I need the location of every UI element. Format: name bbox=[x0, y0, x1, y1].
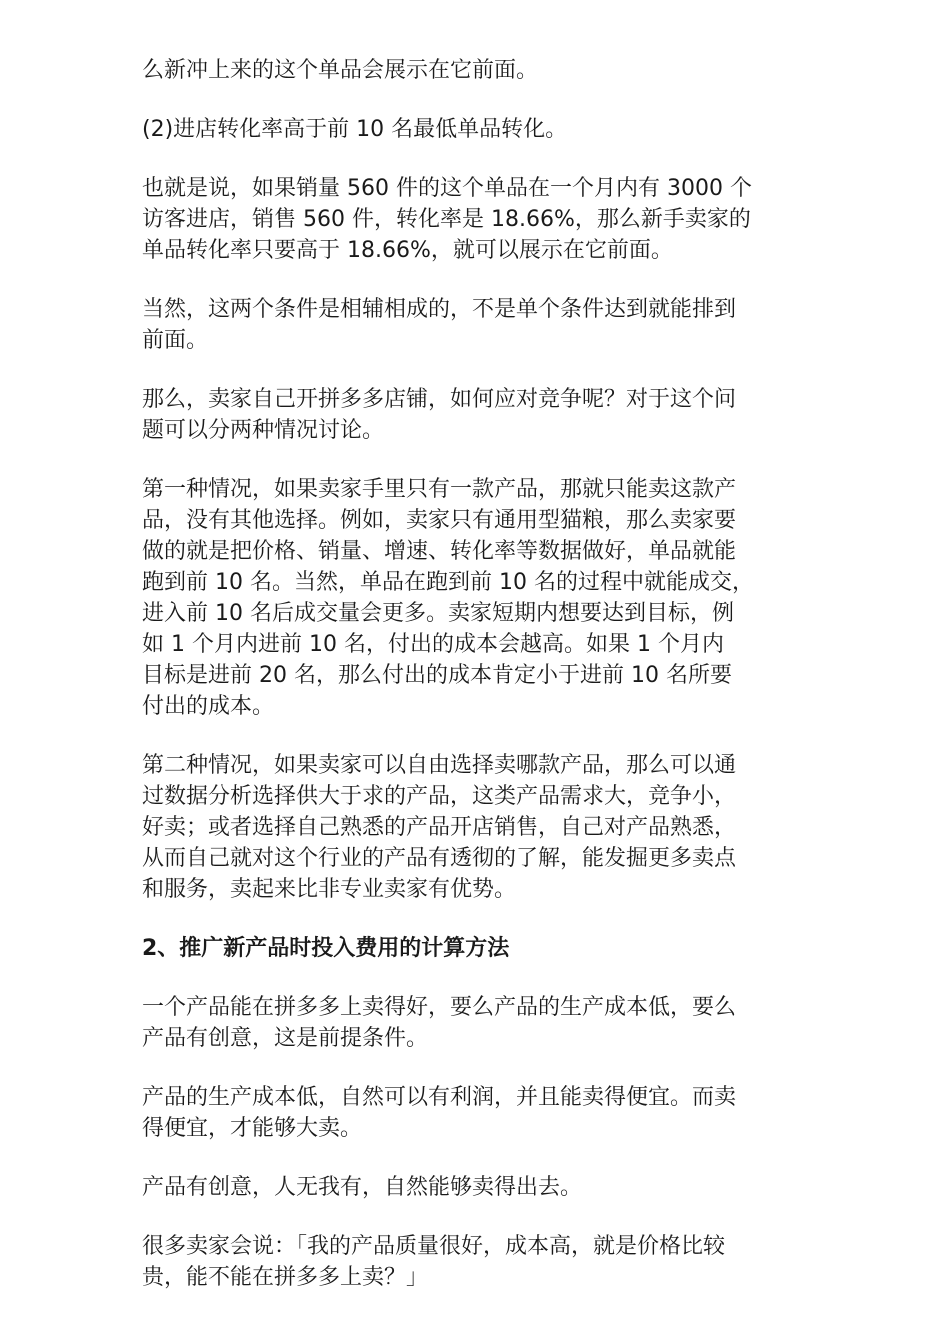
paragraph-2 bbox=[142, 114, 812, 145]
text-line: 得便宜，才能够大卖。 bbox=[142, 1116, 363, 1141]
text-line: 也就是说，如果销量 560 件的这个单品在一个月内有 3000 个 bbox=[142, 176, 752, 201]
paragraph-3 bbox=[142, 173, 812, 266]
text-line: 跑到前 10 名。当然，单品在跑到前 10 名的过程中就能成交， bbox=[142, 570, 754, 595]
paragraph-7 bbox=[142, 750, 812, 905]
paragraph-11 bbox=[142, 1231, 812, 1293]
text-line: 产品有创意，这是前提条件。 bbox=[142, 1026, 429, 1051]
paragraph-5 bbox=[142, 384, 812, 446]
text-line: 进入前 10 名后成交量会更多。卖家短期内想要达到目标，例 bbox=[142, 601, 734, 626]
text-line: 第一种情况，如果卖家手里只有一款产品，那就只能卖这款产 bbox=[142, 477, 737, 502]
paragraph-9 bbox=[142, 1082, 812, 1144]
text-line: 产品的生产成本低，自然可以有利润，并且能卖得便宜。而卖 bbox=[142, 1085, 737, 1110]
text-line: 么新冲上来的这个单品会展示在它前面。 bbox=[142, 58, 539, 83]
paragraph-10 bbox=[142, 1172, 812, 1203]
paragraph-6 bbox=[142, 474, 812, 722]
text-line: 品，没有其他选择。例如，卖家只有通用型猫粮，那么卖家要 bbox=[142, 508, 737, 533]
text-line: 贵，能不能在拼多多上卖？」 bbox=[142, 1265, 429, 1290]
text-line: 做的就是把价格、销量、增速、转化率等数据做好，单品就能 bbox=[142, 539, 737, 564]
text-line: (2)进店转化率高于前 10 名最低单品转化。 bbox=[142, 117, 568, 142]
text-line: 从而自己就对这个行业的产品有透彻的了解，能发掘更多卖点 bbox=[142, 846, 737, 871]
text-line: 很多卖家会说：「我的产品质量很好，成本高，就是价格比较 bbox=[142, 1234, 726, 1259]
text-line: 付出的成本。 bbox=[142, 694, 275, 719]
section-heading: 2、推广新产品时投入费用的计算方法 bbox=[142, 936, 510, 961]
paragraph-4 bbox=[142, 294, 812, 356]
text-line: 那么，卖家自己开拼多多店铺，如何应对竞争呢？对于这个问 bbox=[142, 387, 737, 412]
text-line: 如 1 个月内进前 10 名，付出的成本会越高。如果 1 个月内 bbox=[142, 632, 724, 657]
text-line: 过数据分析选择供大于求的产品，这类产品需求大，竞争小， bbox=[142, 784, 737, 809]
document-page bbox=[142, 55, 812, 1321]
text-line: 单品转化率只要高于 18.66%，就可以展示在它前面。 bbox=[142, 238, 673, 263]
text-line: 一个产品能在拼多多上卖得好，要么产品的生产成本低，要么 bbox=[142, 995, 737, 1020]
text-line: 和服务，卖起来比非专业卖家有优势。 bbox=[142, 877, 517, 902]
text-line: 访客进店，销售 560 件，转化率是 18.66%，那么新手卖家的 bbox=[142, 207, 751, 232]
paragraph-8 bbox=[142, 992, 812, 1054]
text-line: 当然，这两个条件是相辅相成的，不是单个条件达到就能排到 bbox=[142, 297, 737, 322]
text-line: 前面。 bbox=[142, 328, 209, 353]
paragraph-1 bbox=[142, 55, 812, 86]
text-line: 好卖；或者选择自己熟悉的产品开店销售，自己对产品熟悉， bbox=[142, 815, 737, 840]
text-line: 题可以分两种情况讨论。 bbox=[142, 418, 385, 443]
text-line: 产品有创意，人无我有，自然能够卖得出去。 bbox=[142, 1175, 583, 1200]
text-line: 目标是进前 20 名，那么付出的成本肯定小于进前 10 名所要 bbox=[142, 663, 732, 688]
text-line: 第二种情况，如果卖家可以自由选择卖哪款产品，那么可以通 bbox=[142, 753, 737, 778]
